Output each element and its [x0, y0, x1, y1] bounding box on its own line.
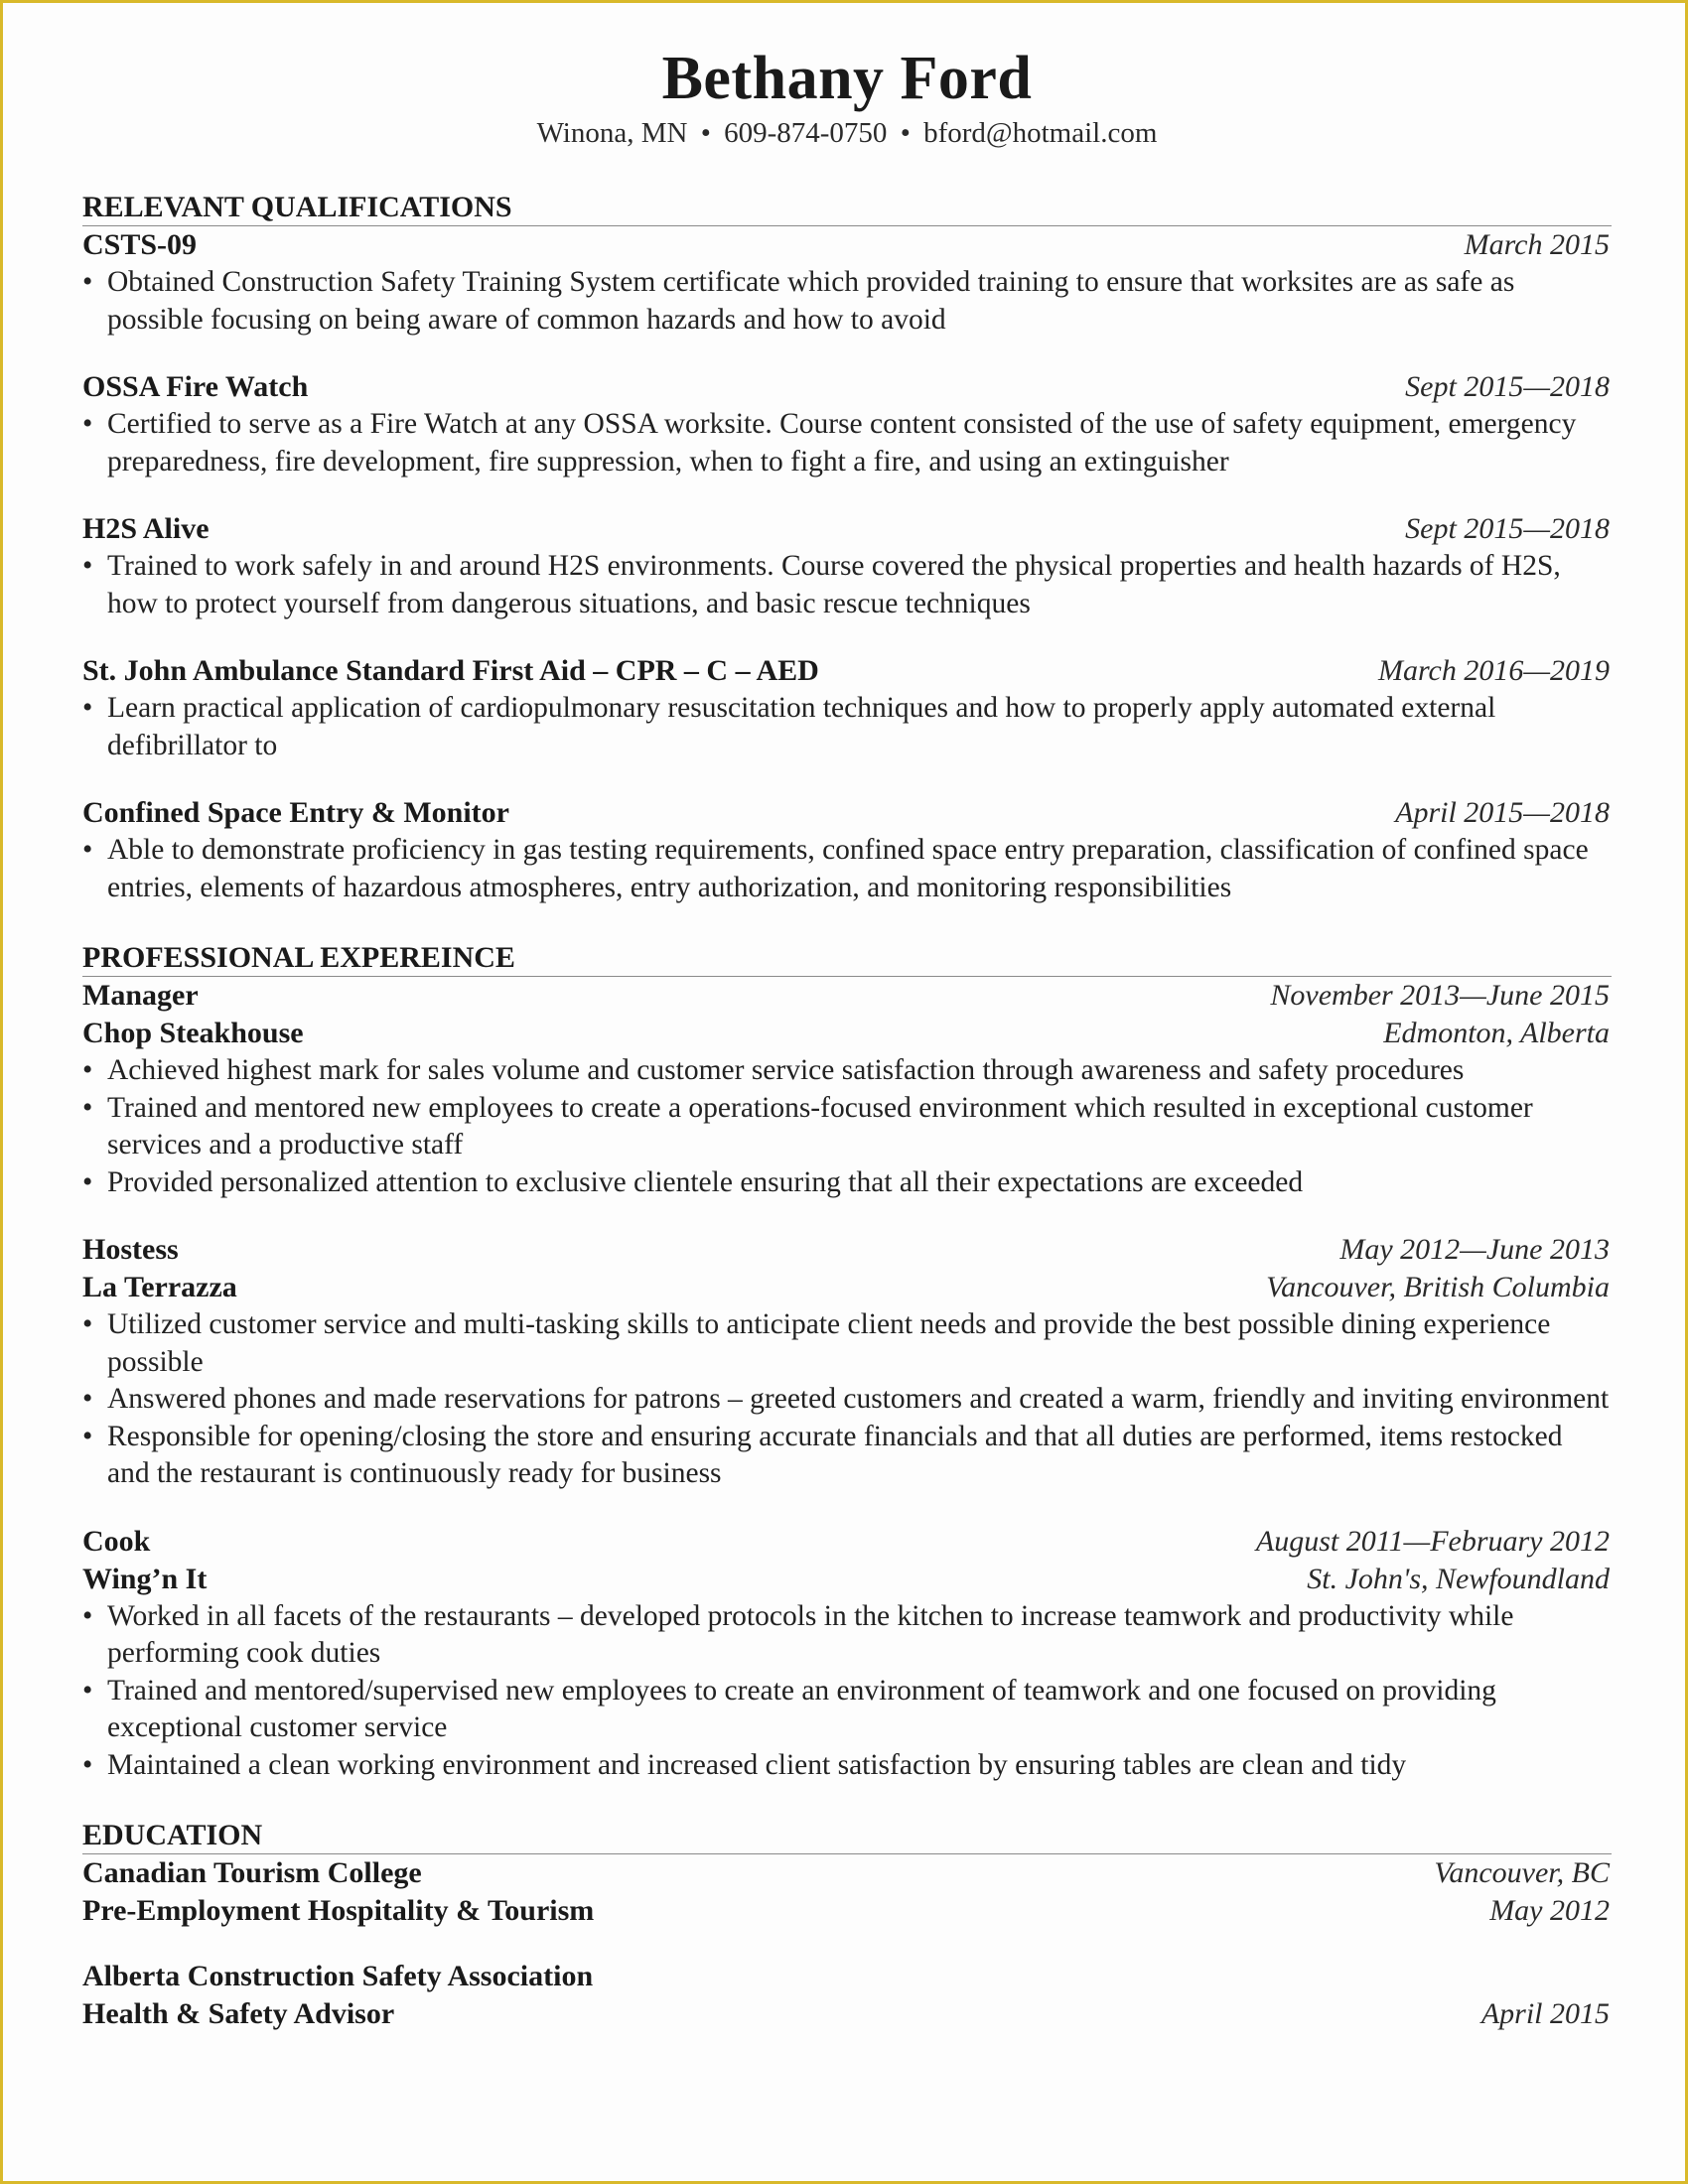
school-row: [82, 1958, 1612, 1995]
qualification-entry: [82, 794, 1612, 906]
job-location: Edmonton, Alberta: [1383, 1017, 1610, 1049]
bullet-list: [82, 1052, 1612, 1201]
bullet-list: [82, 264, 1612, 339]
qualification-date: April 2015—2018: [1395, 796, 1610, 829]
entry-header: [82, 794, 1612, 832]
job-location: St. John's, Newfoundland: [1307, 1562, 1610, 1595]
qualification-name: St. John Ambulance Standard First Aid – CPR – C – AED: [82, 654, 819, 687]
job-role: Manager: [82, 979, 199, 1012]
bullet-item: • Provided personalized attention to exclusive clientele ensuring that all their expectations are exceeded: [82, 1164, 1612, 1202]
resume-content: [82, 43, 1612, 2033]
job-dates: May 2012—June 2013: [1339, 1233, 1610, 1266]
qualification-name: H2S Alive: [82, 512, 210, 545]
section-title-education: EDUCATION: [82, 1818, 1612, 1854]
contact-line: [82, 114, 1612, 152]
entry-header: [82, 510, 1612, 548]
resume-page: [3, 3, 1685, 2181]
program-date: May 2012: [1489, 1894, 1610, 1927]
program-row: [82, 1995, 1612, 2033]
school-row: [82, 1854, 1612, 1892]
section-title-qualifications: RELEVANT QUALIFICATIONS: [82, 190, 1612, 226]
job-company-row: [82, 1015, 1612, 1052]
job-entry: [82, 977, 1612, 1201]
qualification-date: March 2016—2019: [1377, 654, 1610, 687]
job-role: Cook: [82, 1524, 151, 1558]
job-company-row: [82, 1269, 1612, 1306]
school-location: Vancouver, BC: [1434, 1856, 1610, 1889]
education-entry: [82, 1854, 1612, 1930]
qualification-entry: [82, 226, 1612, 339]
job-entry: [82, 1231, 1612, 1493]
bullet-list: [82, 832, 1612, 906]
program-name: Health & Safety Advisor: [82, 1997, 395, 2030]
contact-separator: •: [900, 117, 911, 149]
entry-header: [82, 368, 1612, 406]
program-name: Pre-Employment Hospitality & Tourism: [82, 1894, 595, 1927]
job-role-row: [82, 977, 1612, 1015]
job-entry: [82, 1523, 1612, 1785]
bullet-list: [82, 548, 1612, 622]
contact-separator: •: [700, 117, 711, 149]
qualification-name: OSSA Fire Watch: [82, 370, 309, 403]
bullet-item: • Trained to work safely in and around H2S environments. Course covered the physical properties and health hazards of H2S, how to protect yourself from dangerous situations, and basic rescue techniques: [82, 548, 1612, 622]
qualification-entry: [82, 368, 1612, 480]
job-company: Chop Steakhouse: [82, 1017, 304, 1049]
bullet-item: • Able to demonstrate proficiency in gas testing requirements, confined space entry preparation, classification of confined space entries, elements of hazardous atmospheres, entry authorization, and monitoring responsibilities: [82, 832, 1612, 906]
qualifications-section: [82, 190, 1612, 906]
qualification-date: March 2015: [1464, 228, 1610, 261]
qualification-name: CSTS-09: [82, 228, 198, 261]
bullet-item: • Responsible for opening/closing the store and ensuring accurate financials and that all duties are performed, items restocked and the restaurant is continuously ready for business: [82, 1419, 1612, 1493]
bullet-item: • Worked in all facets of the restaurants – developed protocols in the kitchen to increase teamwork and productivity while performing cook duties: [82, 1598, 1612, 1673]
job-dates: November 2013—June 2015: [1270, 979, 1610, 1012]
bullet-item: • Certified to serve as a Fire Watch at any OSSA worksite. Course content consisted of the use of safety equipment, emergency preparedness, fire development, fire suppression, when to fight a fire, and using an extinguisher: [82, 406, 1612, 480]
contact-phone: 609-874-0750: [724, 117, 888, 149]
bullet-item: • Trained and mentored/supervised new employees to create an environment of teamwork and one focused on providing exceptional customer service: [82, 1673, 1612, 1747]
qualification-date: Sept 2015—2018: [1405, 370, 1610, 403]
job-company: Wing’n It: [82, 1562, 208, 1595]
school-name: Canadian Tourism College: [82, 1856, 422, 1889]
program-row: [82, 1892, 1612, 1930]
bullet-item: • Learn practical application of cardiopulmonary resuscitation techniques and how to properly apply automated external defibrillator to: [82, 690, 1612, 764]
entry-header: [82, 226, 1612, 264]
school-name: Alberta Construction Safety Association: [82, 1960, 594, 1992]
bullet-list: [82, 406, 1612, 480]
job-role-row: [82, 1231, 1612, 1269]
candidate-name: Bethany Ford: [661, 45, 1033, 112]
bullet-item: • Answered phones and made reservations for patrons – greeted customers and created a warm, friendly and inviting environment: [82, 1381, 1612, 1419]
qualification-entry: [82, 510, 1612, 622]
qualification-date: Sept 2015—2018: [1405, 512, 1610, 545]
contact-location: Winona, MN: [536, 117, 688, 149]
bullet-item: • Utilized customer service and multi-tasking skills to anticipate client needs and provide the best possible dining experience possible: [82, 1306, 1612, 1381]
section-title-experience: PROFESSIONAL EXPEREINCE: [82, 940, 1612, 977]
job-role-row: [82, 1523, 1612, 1561]
qualification-name: Confined Space Entry & Monitor: [82, 796, 509, 829]
bullet-item: • Trained and mentored new employees to create a operations-focused environment which resulted in exceptional customer services and a productive staff: [82, 1090, 1612, 1164]
education-section: [82, 1818, 1612, 2033]
bullet-item: • Obtained Construction Safety Training System certificate which provided training to ensure that worksites are as safe as possible focusing on being aware of common hazards and how to avoid: [82, 264, 1612, 339]
job-role: Hostess: [82, 1233, 179, 1266]
entry-header: [82, 652, 1612, 690]
bullet-item: • Achieved highest mark for sales volume and customer service satisfaction through awareness and safety procedures: [82, 1052, 1612, 1090]
bullet-list: [82, 1598, 1612, 1785]
bullet-list: [82, 690, 1612, 764]
job-company: La Terrazza: [82, 1271, 237, 1303]
education-entry: [82, 1958, 1612, 2033]
program-date: April 2015: [1480, 1997, 1610, 2030]
job-dates: August 2011—February 2012: [1255, 1524, 1610, 1558]
qualification-entry: [82, 652, 1612, 764]
job-company-row: [82, 1561, 1612, 1598]
bullet-item: • Maintained a clean working environment and increased client satisfaction by ensuring tables are clean and tidy: [82, 1747, 1612, 1785]
bullet-list: [82, 1306, 1612, 1493]
contact-email: bford@hotmail.com: [923, 117, 1158, 149]
job-location: Vancouver, British Columbia: [1266, 1271, 1610, 1303]
experience-section: [82, 940, 1612, 1784]
